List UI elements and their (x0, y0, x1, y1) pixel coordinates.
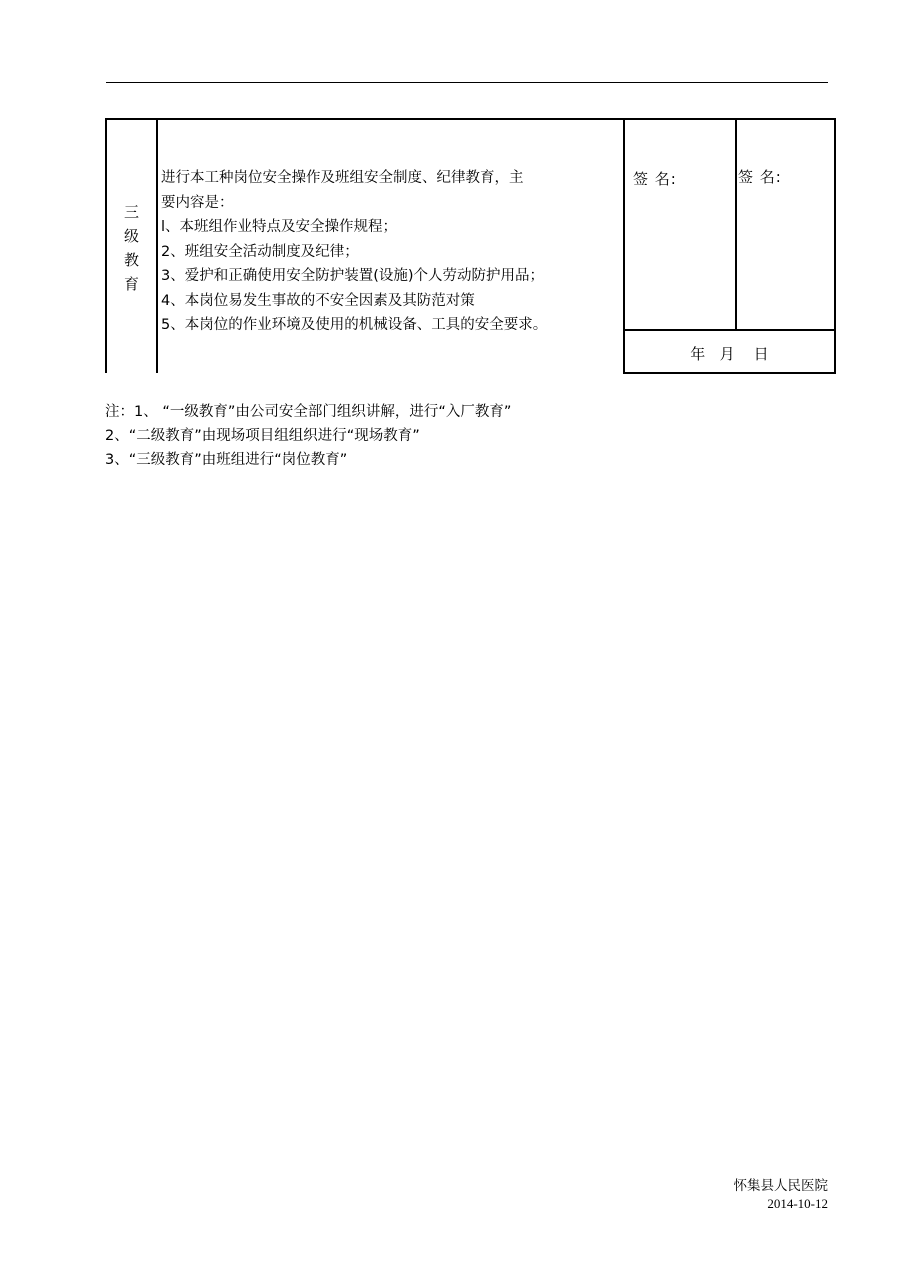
notes-section (105, 400, 511, 472)
content-line: 进行本工种岗位安全操作及班组安全制度、纪律教育，主 (161, 170, 524, 186)
signature-cell-1 (623, 118, 737, 331)
label-char: 三 (123, 203, 139, 221)
content-line: 4、本岗位易发生事故的不安全因素及其防范对策 (161, 292, 475, 309)
signature-label-1: 签 名: (633, 170, 677, 188)
education-level-label (107, 200, 156, 296)
education-content (161, 166, 581, 338)
label-char: 级 (123, 227, 139, 245)
content-line: 2、班组安全活动制度及纪律； (161, 243, 359, 260)
footer-organization: 怀集县人民医院 (733, 1178, 828, 1194)
note-line: 注：1、 “一级教育”由公司安全部门组织讲解，进行“入厂教育” (105, 404, 512, 420)
education-level-cell (105, 118, 158, 373)
date-cell (623, 329, 836, 374)
content-line: 5、本岗位的作业环境及使用的机械设备、工具的安全要求。 (161, 317, 548, 333)
date-label: 年 月 日 (690, 345, 769, 363)
signature-cell-2 (735, 118, 836, 331)
signature-label-2: 签 名: (738, 168, 782, 186)
content-line: 3、爱护和正确使用安全防护装置(设施)个人劳动防护用品； (161, 268, 545, 284)
footer-date: 2014-10-12 (767, 1196, 828, 1211)
content-line: 要内容是： (161, 194, 234, 211)
footer (734, 1177, 829, 1212)
header-rule (106, 82, 828, 83)
label-char: 育 (123, 275, 139, 293)
education-content-cell (156, 118, 626, 373)
content-line: l、本班组作业特点及安全操作规程； (161, 219, 398, 235)
note-line: 3、“三级教育”由班组进行“岗位教育” (105, 452, 348, 468)
label-char: 教 (123, 251, 139, 269)
note-line: 2、“二级教育”由现场项目组组织进行“现场教育” (105, 428, 420, 444)
